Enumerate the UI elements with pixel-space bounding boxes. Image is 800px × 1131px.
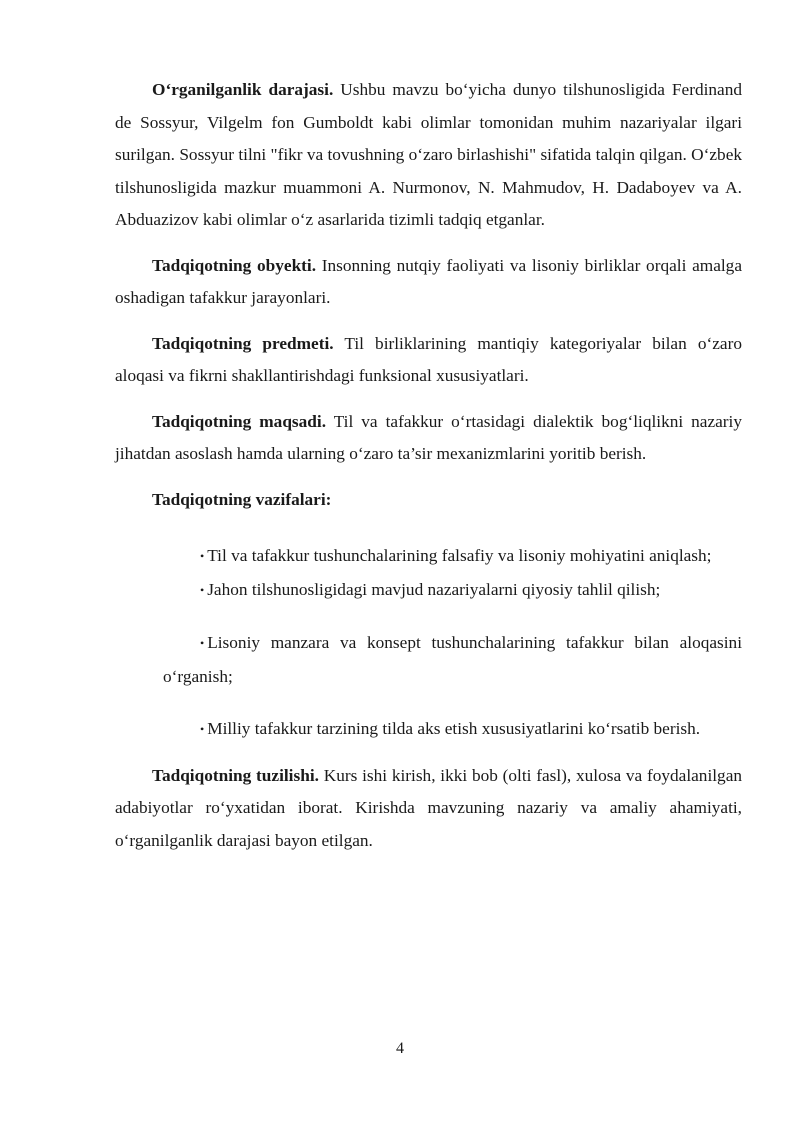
paragraph-predmet (115, 328, 742, 393)
paragraph-text: Kurs ishi kirish, ikki bob (olti fasl), xulosa va foydalanilgan adabiyotlar ro‘yxatidan iborat. Kirishda mavzuning nazariy va amaliy ahamiyati, o‘rganilganlik darajasi bayon etilgan. (115, 765, 743, 850)
list-item-text: Jahon tilshunosligidagi mavjud nazariyalarni qiyosiy tahlil qilish; (207, 579, 661, 599)
paragraph-title: Tadqiqotning tuzilishi. (152, 765, 319, 785)
list-item-text: Lisoniy manzara va konsept tushunchalarining tafakkur bilan aloqasini o‘rganish; (163, 633, 742, 686)
paragraph-text: Til birliklarining mantiqiy kategoriyalar bilan o‘zaro aloqasi va fikrni shakllantirishdagi funksional xususiyatlari. (115, 333, 742, 385)
paragraph-title: Tadqiqotning predmeti. (152, 333, 334, 353)
list-item (163, 627, 742, 693)
bullet-icon: • (200, 549, 205, 563)
list-item (163, 574, 742, 608)
list-item-text: Milliy tafakkur tarzining tilda aks etish xususiyatlarini ko‘rsatib berish. (207, 719, 701, 738)
heading-vazifalar: Tadqiqotning vazifalari: (152, 489, 332, 509)
paragraph-tuzilish (115, 760, 742, 858)
paragraph-maqsad (115, 406, 742, 471)
bullet-icon: • (200, 722, 205, 736)
paragraph-title: Tadqiqotning obyekti. (152, 255, 317, 275)
paragraph-text: Ushbu mavzu bo‘yicha dunyo tilshunosligida Ferdinand de Sossyur, Vilgelm fon Gumboldt kabi olimlar tomonidan muhim nazariyalar ilgari surilgan. Sossyur tilni "fikr va tovushning o‘zaro birlashishi" sifatida talqin qilgan. O‘zbek tilshunosligida mazkur muammoni A. Nurmonov, N. Mahmudov, H. Dadaboyev va A. Abduazizov kabi olimlar o‘z asarlarida tizimli tadqiq etganlar. (115, 80, 743, 229)
paragraph-text: Til va tafakkur o‘rtasidagi dialektik bog‘liqlikni nazariy jihatdan asoslash hamda ularning o‘zaro ta’sir mexanizmlarini yoritib berish. (115, 411, 743, 463)
paragraph-title: O‘rganilganlik darajasi. (152, 80, 334, 99)
paragraph-text: Insonning nutqiy faoliyati va lisoniy birliklar orqali amalga oshadigan tafakkur jarayonlari. (115, 255, 742, 307)
list-item (163, 713, 742, 747)
list-item-text: Til va tafakkur tushunchalarining falsafiy va lisoniy mohiyatini aniqlash; (207, 546, 712, 565)
paragraph-obyekt (115, 250, 742, 315)
list-item (163, 540, 742, 574)
tasks-list (115, 540, 742, 747)
bullet-icon: • (200, 582, 205, 597)
paragraph-orgamilganlik-darajasi (115, 74, 742, 237)
paragraph-title: Tadqiqotning maqsadi. (152, 411, 327, 431)
page-content (115, 74, 742, 857)
page-number: 4 (396, 1040, 404, 1057)
bullet-icon: • (200, 636, 205, 650)
